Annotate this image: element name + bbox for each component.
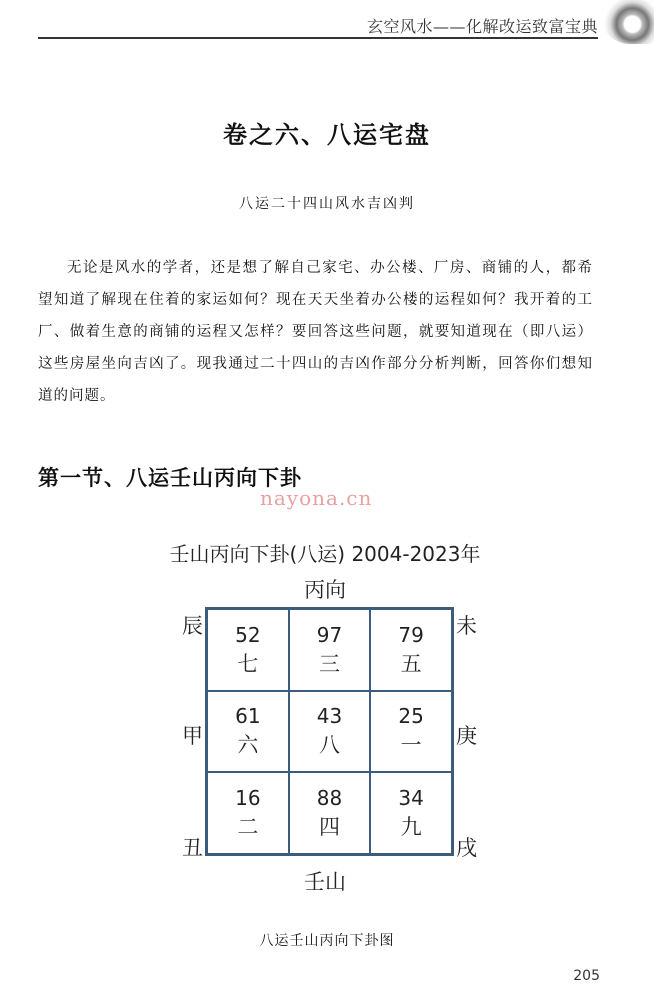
period-star: 五: [400, 651, 422, 676]
direction-mid-left: 甲: [182, 724, 203, 748]
flying-star-chart: [140, 530, 510, 900]
header-ornament-icon: [600, 0, 654, 44]
mountain-water-stars: 61: [235, 704, 261, 729]
period-star: 三: [318, 651, 340, 676]
palace-cell: [370, 772, 452, 854]
palace-cell: [207, 772, 289, 854]
palace-cell: [207, 609, 289, 691]
mountain-water-stars: 52: [235, 622, 261, 647]
period-star: 八: [318, 733, 340, 758]
period-star: 一: [400, 733, 422, 758]
mountain-water-stars: 97: [316, 622, 343, 647]
page-header: [38, 0, 654, 44]
period-star: 九: [400, 815, 422, 840]
direction-top: 丙向: [304, 578, 346, 602]
direction-bottom-right: 戌: [456, 836, 477, 860]
direction-top-left: 辰: [182, 614, 203, 638]
direction-mid-right: 庚: [456, 724, 477, 748]
section-heading: 第一节、八运壬山丙向下卦: [38, 465, 302, 490]
period-star: 二: [237, 815, 259, 840]
direction-top-right: 未: [456, 614, 477, 638]
palace-cell: [207, 691, 289, 773]
direction-bottom-left: 丑: [182, 836, 203, 860]
figure-caption: 八运壬山丙向下卦图: [259, 933, 395, 949]
palace-cell: [289, 772, 371, 854]
period-star: 六: [237, 733, 259, 758]
mountain-water-stars: 79: [398, 622, 424, 647]
page-number: 205: [573, 968, 600, 984]
period-star: 七: [237, 651, 259, 676]
chart-title: 壬山丙向下卦(八运) 2004-2023年: [169, 542, 481, 566]
mountain-water-stars: 88: [316, 786, 343, 811]
book-title: 玄空风水——化解改运致富宝典: [366, 17, 598, 36]
mountain-water-stars: 25: [398, 704, 424, 729]
watermark: nayona.cn: [260, 486, 373, 510]
mountain-water-stars: 43: [316, 704, 343, 729]
mountain-water-stars: 16: [235, 786, 261, 811]
palace-grid: [205, 607, 454, 856]
palace-cell: [370, 609, 452, 691]
header-rule: [38, 37, 598, 39]
palace-cell: [289, 609, 371, 691]
direction-bottom: 壬山: [304, 870, 346, 894]
palace-cell: [370, 691, 452, 773]
chapter-title: 卷之六、八运宅盘: [223, 120, 431, 149]
palace-cell: [289, 691, 371, 773]
period-star: 四: [318, 815, 340, 840]
intro-paragraph: 无论是风水的学者，还是想了解自己家宅、办公楼、厂房、商铺的人，都希望知道了解现在住着的家运如何？现在天天坐着办公楼的运程如何？我开着的工厂、做着生意的商铺的运程又怎样？要回答这些问题，就要知道现在（即八运）这些房屋坐向吉凶了。现我通过二十四山的吉凶作部分分析判断，回答你们想知道的问题。: [38, 260, 593, 404]
section-subtitle: 八运二十四山风水吉凶判: [239, 196, 415, 212]
mountain-water-stars: 34: [398, 786, 424, 811]
